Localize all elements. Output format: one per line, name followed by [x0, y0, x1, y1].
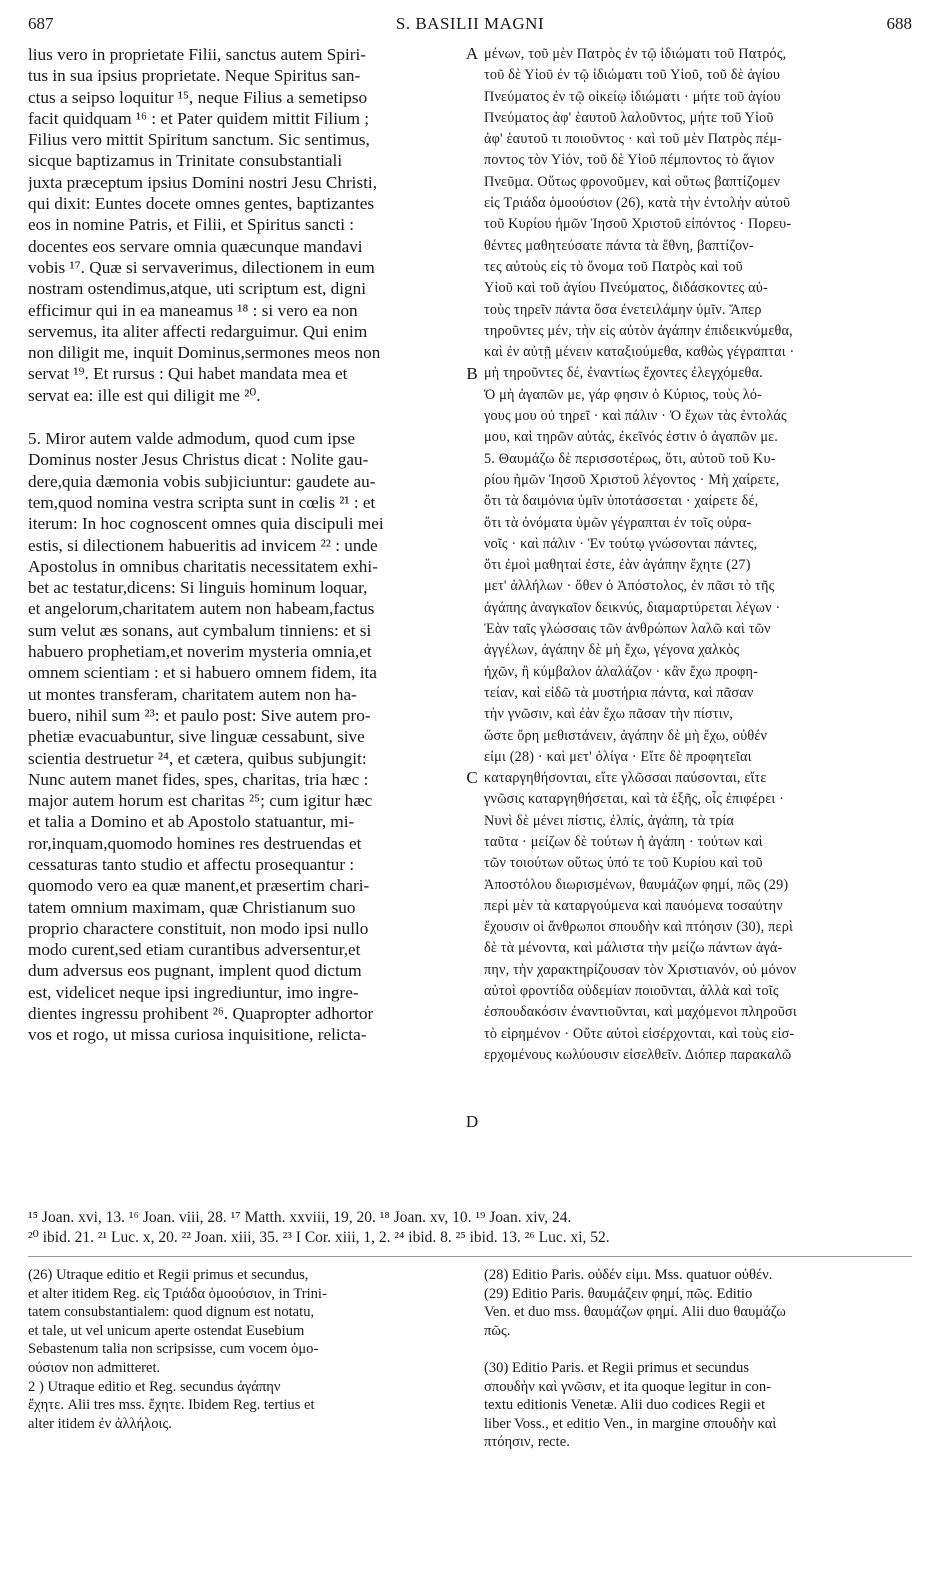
- latin-text-line: phetiæ evacuabuntur, sive linguæ cessabunt, sive: [28, 727, 365, 747]
- greek-text-line: Ὁ μὴ ἀγαπῶν με, γάρ φησιν ὁ Κύριος, τοὺς λό-: [484, 386, 763, 403]
- note-line: (30) Editio Paris. et Regii primus et secundus: [484, 1359, 750, 1376]
- page-header: [28, 14, 912, 40]
- greek-text-line: μετ' ἀλλήλων · ὅθεν ὁ Ἀπόστολος, ἐν πᾶσι τὸ τῆς: [484, 578, 775, 595]
- section-marker-d: D: [465, 1112, 479, 1131]
- note-line: ἔχητε. Alii tres mss. ἔχητε. Ibidem Reg. tertius et: [28, 1397, 315, 1414]
- greek-text-line: τείαν, καὶ εἰδῶ τὰ μυστήρια πάντα, καὶ πᾶσαν: [484, 684, 754, 701]
- latin-text-line: estis, si dilectionem habueritis ad invicem ²² : unde: [28, 535, 378, 555]
- latin-text-line: ror,inquam,quomodo homines res destruendas et: [28, 833, 362, 853]
- note-line: et alter itidem Reg. εἰς Τριάδα ὁμοούσιον, in Trini-: [28, 1285, 327, 1302]
- latin-text-line: servat ea: ille est qui diligit me ²⁰.: [28, 385, 261, 405]
- greek-text-line: τες αὐτοὺς εἰς τὸ ὄνομα τοῦ Πατρὸς καὶ τοῦ: [484, 258, 743, 275]
- latin-text-line: Nunc autem manet fides, spes, charitas, tria hæc :: [28, 769, 369, 789]
- latin-text-line: iterum: In hoc cognoscent omnes quia discipuli mei: [28, 514, 384, 534]
- latin-column: [28, 44, 460, 1046]
- greek-text-line: νοῖς · καὶ πάλιν · Ἐν τούτῳ γνώσονται πάντες,: [484, 535, 758, 552]
- greek-text-line: τοὺς τηρεῖν πάντα ὅσα ἐνετειλάμην ὑμῖν. Ἅπερ: [484, 301, 762, 318]
- latin-text-line: docentes eos servare omnia quæcunque mandavi: [28, 236, 363, 256]
- greek-text-line: Υἱοῦ καὶ τοῦ ἁγίου Πνεύματος, διδάσκοντες αὐ-: [484, 280, 768, 297]
- greek-text-line: ἠχῶν, ἢ κύμβαλον ἀλαλάζον · κἂν ἔχω προφη-: [484, 663, 759, 680]
- greek-text-line: εἰς Τριάδα ὁμοούσιον (26), κατὰ τὴν ἐντολὴν αὐτοῦ: [484, 195, 791, 212]
- latin-text-line: omnem scientiam : et si habuero omnem fidem, ita: [28, 663, 377, 683]
- greek-text-line: γους μου οὐ τηρεῖ · καὶ πάλιν · Ὁ ἔχων τὰς ἐντολάς: [484, 408, 787, 425]
- latin-text-line: servat ¹⁹. Et rursus : Qui habet mandata mea et: [28, 364, 348, 384]
- greek-text-line: Πνεύματος ἐν τῷ οἰκείῳ ἰδιώματι · μήτε τοῦ ἁγίου: [484, 88, 781, 105]
- note-line: πῶς.: [484, 1322, 511, 1339]
- latin-text-line: Dominus noster Jesus Christus dicat : Nolite gau-: [28, 450, 369, 470]
- latin-text-line: efficimur qui in ea maneamus ¹⁸ : si vero ea non: [28, 300, 358, 320]
- greek-text-line: τοῦ Κυρίου ἡμῶν Ἰησοῦ Χριστοῦ εἰπόντος · Πορευ-: [484, 216, 792, 233]
- greek-text-line: εἰμι (28) · καὶ μετ' ὀλίγα · Εἴτε δὲ προφητεῖαι: [484, 748, 752, 765]
- note-line: (26) Utraque editio et Regii primus et secundus,: [28, 1267, 309, 1283]
- greek-text-line: ρίου ἡμῶν Ἰησοῦ Χριστοῦ λέγοντος · Μὴ χαίρετε,: [484, 471, 780, 488]
- note-line: Ven. et duo mss. θαυμάζων φημί. Alii duo θαυμάζω: [484, 1304, 786, 1321]
- latin-text-line: et angelorum,charitatem autem non habeam,factus: [28, 599, 375, 619]
- reference-line: ¹⁵ Joan. xvi, 13. ¹⁶ Joan. viii, 28. ¹⁷ Matth. xxviii, 19, 20. ¹⁸ Joan. xv, 10. ¹⁹ Joan. xiv, 24.: [28, 1209, 572, 1226]
- latin-text-line: vos et rogo, ut missa curiosa inquisitione, relicta-: [28, 1025, 367, 1045]
- note-line: σπουδὴν καὶ γνῶσιν, et ita quoque legitur in con-: [484, 1378, 772, 1395]
- greek-text-line: ἐσπουδακόσιν ἐναντιοῦνται, καὶ μαχόμενοι πληροῦσι: [484, 1004, 797, 1021]
- latin-text-line: [28, 406, 460, 428]
- latin-text-line: modo curent,sed etiam curantibus adversentur,et: [28, 940, 361, 960]
- latin-text-line: habuero prophetiam,et noverim mysteria omnia,et: [28, 642, 372, 662]
- greek-text-line: ερχομένους κωλύουσιν εἰσελθεῖν. Διόπερ παρακαλῶ: [484, 1046, 792, 1063]
- note-line: Sebastenum talia non scripsisse, cum vocem ὁμο-: [28, 1341, 319, 1358]
- latin-text-line: juxta præceptum ipsius Domini nostri Jesu Christi,: [28, 172, 377, 192]
- section-marker-b: B: [466, 364, 478, 383]
- page-number-right: 688: [886, 14, 912, 33]
- latin-text-line: dere,quia dæmonia vobis subjiciuntur: gaudete au-: [28, 471, 376, 491]
- note-line: πτόησιν, recte.: [484, 1434, 570, 1451]
- greek-text-line: Νυνὶ δὲ μένει πίστις, ἐλπίς, ἀγάπη, τὰ τρία: [484, 812, 735, 829]
- latin-text-line: cessaturas tanto studio et affectu prosequantur :: [28, 854, 355, 874]
- notes-divider: [28, 1256, 912, 1257]
- latin-text-line: 5. Miror autem valde admodum, quod cum ipse: [28, 429, 355, 449]
- note-line: ούσιον non admitteret.: [28, 1359, 161, 1376]
- note-line: (29) Editio Paris. θαυμάζειν φημί, πῶς. Editio: [484, 1285, 753, 1302]
- greek-text-line: τῶν τοιούτων οὕτως ὑπό τε τοῦ Κυρίου καὶ τοῦ: [484, 855, 763, 872]
- latin-text-line: servemus, ita aliter affecti redarguimur. Qui enim: [28, 321, 368, 341]
- greek-text-line: μου, καὶ τηρῶν αὐτάς, ἐκεῖνός ἐστιν ὁ ἀγαπῶν με.: [484, 429, 779, 446]
- latin-text-line: dum adversus eos pugnant, implent quod dictum: [28, 961, 362, 981]
- latin-text-line: lius vero in proprietate Filii, sanctus autem Spiri-: [28, 45, 366, 64]
- greek-text-line: ποντος τὸν Υἱόν, τοῦ δὲ Υἱοῦ πέμποντος τὸ ἅγιον: [484, 152, 775, 169]
- latin-text-line: eos in nomine Patris, et Filii, et Spiritus sancti :: [28, 215, 355, 235]
- greek-text-line: Ἀποστόλου διωρισμένων, θαυμάζων φημί, πῶς (29): [484, 876, 789, 893]
- note-line: et tale, ut vel unicum aperte ostendat Eusebium: [28, 1322, 305, 1339]
- latin-text-line: buero, nihil sum ²³: et paulo post: Sive autem pro-: [28, 705, 371, 725]
- latin-text-line: proprio charactere constituit, non modo ipsi nullo: [28, 918, 369, 938]
- notes-right-column: [484, 1266, 912, 1452]
- greek-text-line: ὅτι τὰ δαιμόνια ὑμῖν ὑποτάσσεται · χαίρετε δέ,: [484, 493, 759, 510]
- greek-text-line: ἀγάπης ἀναγκαῖον δεικνύς, διαμαρτύρεται λέγων ·: [484, 599, 781, 616]
- greek-text-line: ἀγγέλων, ἀγάπην δὲ μὴ ἔχω, γέγονα χαλκὸς: [484, 642, 740, 659]
- latin-text-line: scientia destruetur ²⁴, et cætera, quibus subjungit:: [28, 748, 367, 768]
- note-line: liber Voss., et editio Ven., in margine σπουδὴν καὶ: [484, 1415, 777, 1432]
- latin-text-line: est, videlicet neque ipsi ingrediuntur, imo ingre-: [28, 982, 359, 1002]
- greek-text-line: θέντες μαθητεύσατε πάντα τὰ ἔθνη, βαπτίζον-: [484, 237, 754, 254]
- page-number-left: 687: [28, 14, 54, 33]
- reference-line: ²⁰ ibid. 21. ²¹ Luc. x, 20. ²² Joan. xiii, 35. ²³ I Cor. xiii, 1, 2. ²⁴ ibid. 8. ²⁵ ibid. 13. ²⁶ Luc. xi, 52.: [28, 1229, 610, 1246]
- latin-text-line: quomodo vero ea quæ manent,et præsertim chari-: [28, 876, 370, 896]
- greek-text-line: τηροῦντες μέν, τὴν εἰς αὐτὸν ἀγάπην ἐπιδεικνύμεθα,: [484, 322, 793, 339]
- latin-text-line: qui dixit: Euntes docete omnes gentes, baptizantes: [28, 194, 375, 214]
- greek-text-line: Ἐὰν ταῖς γλώσσαις τῶν ἀνθρώπων λαλῶ καὶ τῶν: [484, 621, 771, 638]
- greek-text-line: ἀφ' ἑαυτοῦ τι ποιοῦντος · καὶ τοῦ μὲν Πατρὸς πέμ-: [484, 131, 783, 148]
- latin-text-line: ut montes transferam, charitatem autem non ha-: [28, 684, 357, 704]
- note-line: textu editionis Venetæ. Alii duo codices Regii et: [484, 1397, 766, 1414]
- latin-text-line: vobis ¹⁷. Quæ si servaverimus, dilectionem in eum: [28, 257, 375, 277]
- scripture-references: [28, 1208, 912, 1248]
- section-marker-c: C: [466, 768, 478, 787]
- section-marker-a: A: [465, 44, 479, 63]
- latin-text-line: tus in sua ipsius proprietate. Neque Spiritus san-: [28, 66, 361, 86]
- greek-text-line: περὶ μὲν τὰ καταργούμενα καὶ παυόμενα τοσαύτην: [484, 897, 783, 914]
- running-title: S. BASILII MAGNI: [395, 14, 545, 33]
- greek-text-line: ὥστε ὄρη μεθιστάνειν, ἀγάπην δὲ μὴ ἔχω, οὐθέν: [484, 727, 768, 744]
- note-line: 2 ) Utraque editio et Reg. secundus ἀγάπην: [28, 1378, 281, 1395]
- greek-text-line: τὴν γνῶσιν, καὶ ἐὰν ἔχω πᾶσαν τὴν πίστιν,: [484, 706, 734, 723]
- greek-text-line: μὴ τηροῦντες δέ, ἐναντίως ἔχοντες ἐλεγχόμεθα.: [484, 365, 763, 382]
- latin-text-line: dientes ingressu prohibent ²⁶. Quapropter adhortor: [28, 1004, 374, 1024]
- latin-text-line: sicque baptizamus in Trinitate consubstantiali: [28, 151, 343, 171]
- greek-column: [484, 44, 912, 1066]
- greek-text-line: ἔχουσιν οἱ ἄνθρωποι σπουδὴν καὶ πτόησιν (30), περὶ: [484, 919, 793, 936]
- greek-text-line: αὐτοὶ φροντίδα οὐδεμίαν ποιοῦνται, ἀλλὰ καὶ τοῖς: [484, 983, 779, 1000]
- greek-text-line: τοῦ δὲ Υἱοῦ ἐν τῷ ἰδιώματι τοῦ Υἱοῦ, τοῦ δὲ ἁγίου: [484, 67, 781, 84]
- greek-text-line: καὶ ἐν αὐτῇ μένειν καταξιούμεθα, καθὼς γέγραπται ·: [484, 344, 795, 361]
- latin-text-line: Apostolus in omnibus charitatis necessitatem exhi-: [28, 556, 378, 576]
- latin-text-line: sum velut æs sonans, aut cymbalum tinniens: et si: [28, 620, 372, 640]
- latin-text-line: nostram ostendimus,atque, uti scriptum est, digni: [28, 279, 366, 299]
- latin-text-line: facit quidquam ¹⁶ : et Pater quidem mittit Filium ;: [28, 108, 370, 128]
- notes-left-column: [28, 1266, 468, 1433]
- greek-text-line: δὲ τὰ μένοντα, καὶ μάλιστα τὴν μείζω πάντων ἀγά-: [484, 940, 783, 957]
- greek-text-line: ὅτι τὰ ὀνόματα ὑμῶν γέγραπται ἐν τοῖς οὐρα-: [484, 514, 752, 531]
- greek-text-line: καταργηθήσονται, εἴτε γλῶσσαι παύσονται, εἴτε: [484, 770, 767, 787]
- latin-text-line: tatem omnium maximam, quæ Christianum suo: [28, 897, 356, 917]
- note-line: alter itidem ἐν ἀλλήλοις.: [28, 1415, 172, 1432]
- greek-text-line: πην, τὴν χαρακτηρίζουσαν τὸν Χριστιανόν, οὐ μόνον: [484, 961, 797, 978]
- latin-text-line: tem,quod nomina vestra scripta sunt in cœlis ²¹ : et: [28, 492, 376, 512]
- latin-text-line: non diligit me, inquit Dominus,sermones meos non: [28, 343, 381, 363]
- greek-text-line: γνῶσις καταργηθήσεται, καὶ τὰ ἑξῆς, οἷς ἐπιφέρει ·: [484, 791, 785, 808]
- note-line: (28) Editio Paris. οὐδέν εἰμι. Mss. quatuor οὐθέν.: [484, 1267, 773, 1283]
- greek-text-line: ὅτι ἐμοὶ μαθηταί ἐστε, ἐὰν ἀγάπην ἔχητε (27): [484, 557, 751, 574]
- latin-text-line: bet ac testatur,dicens: Si linguis hominum loquar,: [28, 578, 368, 598]
- greek-text-line: Πνεῦμα. Οὕτως φρονοῦμεν, καὶ οὕτως βαπτίζομεν: [484, 173, 781, 190]
- note-line: [484, 1340, 912, 1359]
- latin-text-line: ctus a seipso loquitur ¹⁵, neque Filius a semetipso: [28, 87, 368, 107]
- greek-text-line: τὸ εἰρημένον · Οὔτε αὐτοὶ εἰσέρχονται, καὶ τοὺς εἰσ-: [484, 1025, 795, 1042]
- greek-text-line: μένων, τοῦ μὲν Πατρὸς ἐν τῷ ἰδιώματι τοῦ Πατρός,: [484, 46, 787, 62]
- latin-text-line: Filius vero mittit Spiritum sanctum. Sic sentimus,: [28, 130, 370, 150]
- greek-text-line: 5. Θαυμάζω δὲ περισσοτέρως, ὅτι, αὐτοῦ τοῦ Κυ-: [484, 450, 776, 467]
- greek-text-line: Πνεύματος ἀφ' ἑαυτοῦ λαλοῦντος, μήτε τοῦ Υἱοῦ: [484, 109, 774, 126]
- latin-text-line: et talia a Domino et ab Apostolo statuantur, mi-: [28, 812, 355, 832]
- greek-text-line: ταῦτα · μείζων δὲ τούτων ἡ ἀγάπη · τούτων καὶ: [484, 833, 763, 850]
- latin-text-line: major autem horum est charitas ²⁵; cum igitur hæc: [28, 791, 373, 811]
- note-line: tatem consubstantialem: quod dignum est notatu,: [28, 1304, 315, 1321]
